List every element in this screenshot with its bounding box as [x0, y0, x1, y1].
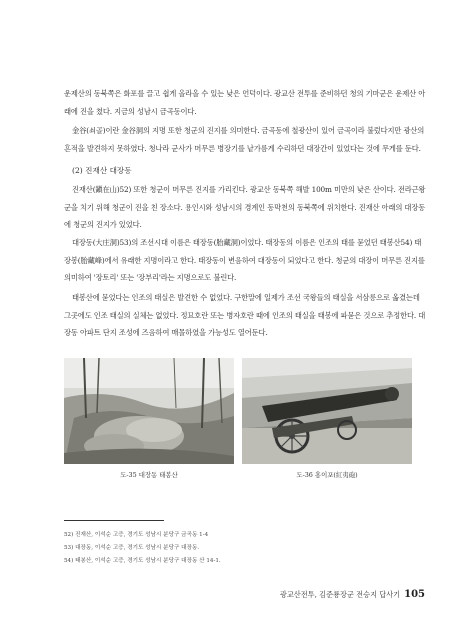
footnote-52: 52) 진재산, 이석순 고증, 경기도 성남시 분당구 금곡동 1-4 — [64, 532, 209, 538]
photo-cannon — [242, 358, 412, 464]
paragraph-5: 태봉산에 묻었다는 인조의 태실은 발견한 수 없었다. 구한말에 일제가 조선 국왕들의 태실을 서삼릉으로 옮겼는데 그곳에도 인조 태실의 실체는 없었다. 정묘호란 또는 병자호란 때에 인조의 태실을 태봉에 파묻은 것으로 추정한다. 대장동 아파트 단지 조성에 즈음하여 매몰하였을 가능성도 열어둔다. — [64, 293, 426, 338]
photo-taebongsan — [64, 358, 234, 464]
paragraph-4: 대장동(大庄洞)53)의 조선시대 이름은 태장동(胎藏洞)이었다. 태장동의 이름은 인조의 태를 묻었던 태봉산54) 태장봉(胎藏峰)에서 유래한 지명이라고 한다. 태장동이 변음하여 대장동이 되었다고 한다. 청군의 대장이 머무른 진지를 의미하여 '장토리' 또는 '장부리'라는 지명으로도 불린다. — [64, 238, 425, 283]
section-heading: (2) 진재산 대장동 — [72, 166, 132, 175]
footnote-54: 54) 태봉산, 이석순 고증, 경기도 성남시 분당구 대장동 산 14-1. — [64, 558, 221, 564]
footnote-rule — [64, 520, 164, 521]
footer-title: 광교산전투, 김준룡장군 전승지 답사기 — [279, 590, 401, 599]
paragraph-2: 金谷(쇠골)이란 金谷洞의 지명 또한 청군의 진지를 의미한다. 금곡동에 철광산이 있어 금곡이라 불렀다지만 광산의 흔적을 발견하지 못하였다. 청나라 군사가 머무른 병장기를 낱가름게 수리하던 대장간이 있었다는 것에 무게를 둔다. — [64, 126, 425, 153]
caption-figure-36: 도-36 홍이포(紅夷砲) — [296, 471, 358, 479]
paragraph-1: 운제산의 동북쪽은 화포를 끌고 쉽게 올라올 수 있는 낮은 언덕이다. 광교산 전투를 준비하던 청의 기마군은 운제산 아래에 진을 쳤다. 지금의 성남시 금곡동이다. — [64, 89, 426, 116]
paragraph-3: 진재산(鎭在山)52) 또한 청군이 머무른 진지를 가리킨다. 광교산 동북쪽 해발 100m 미만의 낮은 산이다. 전라근왕군을 치기 위해 청군이 진을 친 장소다. 용인시와 성남시의 경계인 동막천의 동북쪽에 위치한다. 진재산 아래의 대장동에 청군의 진지가 있었다. — [64, 185, 426, 230]
page-footer — [280, 589, 425, 600]
footnote-53: 53) 대장동, 이석순 고증, 경기도 성남시 분당구 대장동. — [64, 545, 200, 551]
page-number: 105 — [404, 589, 425, 600]
caption-figure-35: 도-35 대장동 태봉산 — [120, 471, 178, 479]
